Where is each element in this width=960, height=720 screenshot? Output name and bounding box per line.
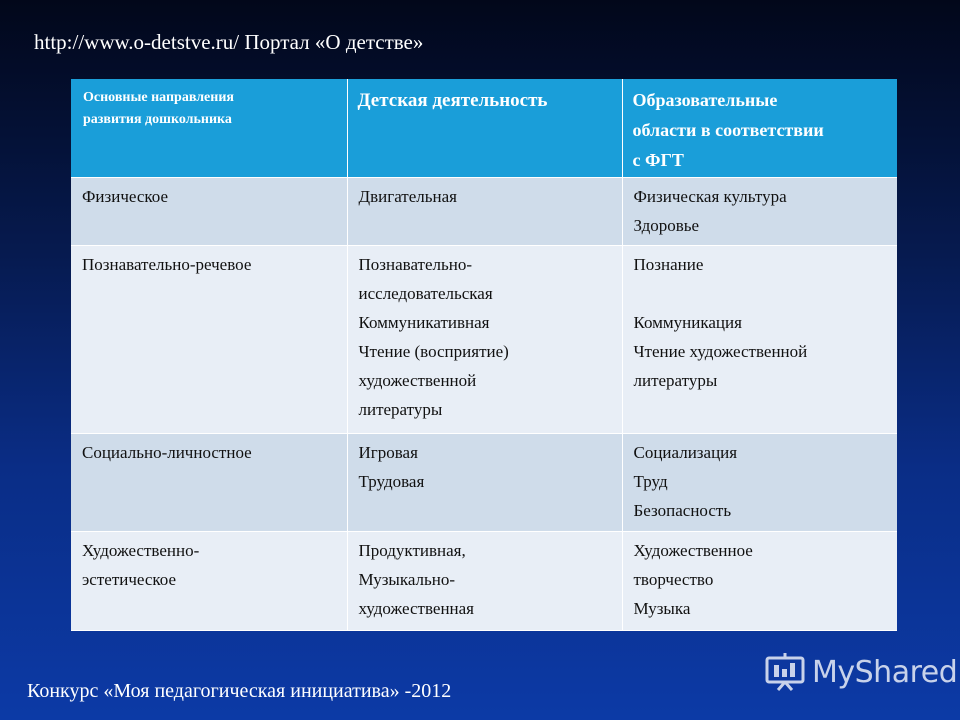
cell-line: художественная <box>358 598 475 618</box>
cell-line: Трудовая <box>358 471 425 491</box>
cell-line: художественной <box>358 370 477 390</box>
cell-line: исследовательская <box>358 283 493 303</box>
header-line: области в соответствии <box>632 120 824 140</box>
table-header-row <box>71 79 897 177</box>
cell-line: Чтение (восприятие) <box>358 341 509 361</box>
table-row <box>71 531 897 630</box>
cell-line: Безопасность <box>633 500 732 520</box>
cell-line: Социально-личностное <box>82 442 252 462</box>
table-row <box>71 177 897 245</box>
cell-line: Познавательно-речевое <box>82 254 252 274</box>
cell-line: Познание <box>633 254 704 274</box>
cell-line: Познавательно- <box>358 254 473 274</box>
header-cell-directions <box>71 79 347 177</box>
table-cell <box>71 245 347 433</box>
cell-line: Художественно- <box>82 540 200 560</box>
cell-line: Чтение художественной <box>633 341 808 361</box>
header-cell-areas <box>622 79 897 177</box>
table-cell <box>71 433 347 531</box>
cell-line: Музыка <box>633 598 691 618</box>
cell-line: Музыкально- <box>358 569 456 589</box>
cell-line: Социализация <box>633 442 738 462</box>
contest-footer: Конкурс «Моя педагогическая инициатива» -2012 <box>27 680 452 702</box>
header-line: с ФГТ <box>632 150 684 170</box>
cell-line: литературы <box>633 370 718 390</box>
header-line: развития дошкольника <box>83 112 232 127</box>
header-line: Основные направления <box>83 90 234 105</box>
cell-line: Здоровье <box>633 215 700 235</box>
header-line: Детская деятельность <box>357 90 548 111</box>
cell-spacer <box>634 279 892 308</box>
cell-line: Художественное <box>633 540 753 560</box>
cell-line: Коммуникация <box>633 312 742 332</box>
table-row <box>71 245 897 433</box>
table-cell <box>622 433 897 531</box>
table-cell <box>347 531 622 630</box>
table-cell <box>622 177 897 245</box>
cell-line: Физическая культура <box>633 186 787 206</box>
table-cell <box>347 245 622 433</box>
cell-line: эстетическое <box>82 569 177 589</box>
cell-line: Двигательная <box>358 186 457 206</box>
table-cell <box>347 177 622 245</box>
table-cell <box>347 433 622 531</box>
table-cell <box>71 531 347 630</box>
cell-line: Физическое <box>82 186 169 206</box>
table-cell <box>622 531 897 630</box>
watermark-text: MyShared <box>812 654 958 690</box>
cell-line: литературы <box>358 399 443 419</box>
table-cell <box>622 245 897 433</box>
cell-line: Игровая <box>358 442 418 462</box>
portal-header: http://www.o-detstve.ru/ Портал «О детстве» <box>34 30 424 54</box>
header-cell-activity <box>347 79 622 177</box>
cell-line: Коммуникативная <box>358 312 490 332</box>
table-row <box>71 433 897 531</box>
cell-line: Труд <box>633 471 668 491</box>
table-cell <box>71 177 347 245</box>
cell-line: творчество <box>633 569 714 589</box>
presentation-board-icon <box>764 652 806 692</box>
header-line: Образовательные <box>632 90 778 110</box>
cell-line: Продуктивная, <box>358 540 466 560</box>
education-table <box>71 79 897 631</box>
myshared-watermark <box>764 652 957 692</box>
